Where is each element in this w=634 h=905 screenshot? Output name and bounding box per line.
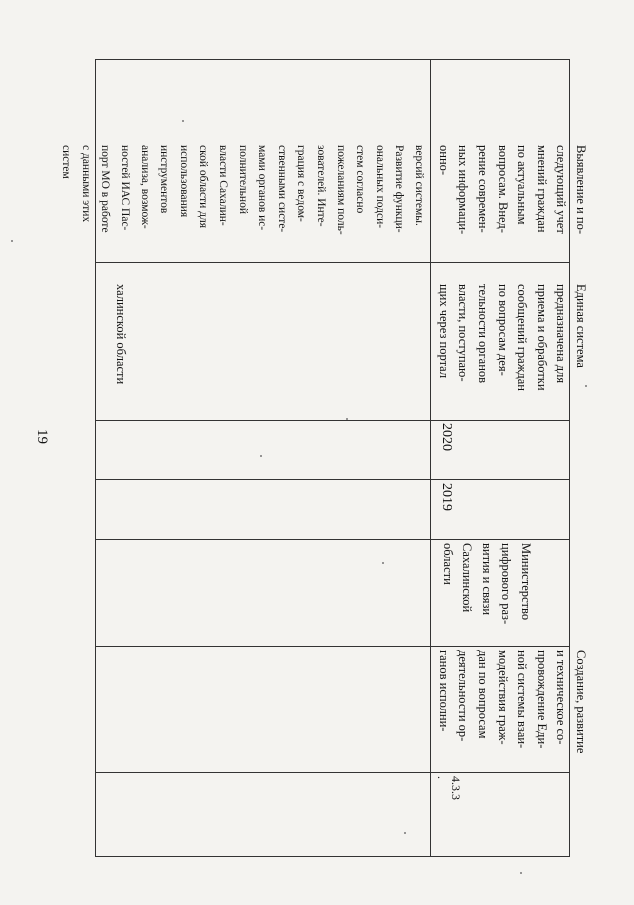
scan-speck xyxy=(346,418,348,420)
bottom-row-executor-line-4: Сахалинской xyxy=(460,543,475,613)
bottom-row-start-cell xyxy=(434,483,456,535)
top-row-notes-line-5: пожеланиям поль- xyxy=(334,145,347,235)
bottom-row-executor-line-3: вития и связи xyxy=(479,543,494,616)
bottom-row-name-line-7: деятельности ор- xyxy=(456,650,471,742)
top-row-notes-line-10: полнительной xyxy=(236,145,249,214)
scan-speck xyxy=(11,240,13,242)
bottom-row-notes-line-4: по актуальным xyxy=(515,145,530,225)
scan-speck xyxy=(182,120,184,122)
top-row-result-cell xyxy=(100,284,130,414)
bottom-row-notes-line-6: рение современ- xyxy=(476,145,491,233)
bottom-row-name-line-8: ганов исполни- xyxy=(436,650,451,732)
bottom-row-name-line-1: Создание, развитие xyxy=(574,650,588,754)
bottom-row-executor-cell xyxy=(435,543,535,647)
column-divider-start xyxy=(95,539,570,540)
bottom-row-result-line-2: предназначена для xyxy=(554,284,569,384)
top-row-notes-line-11: власти Сахалин- xyxy=(217,145,230,226)
top-row-notes-line-7: грация с ведом- xyxy=(295,145,308,222)
table-border-top xyxy=(95,59,570,60)
top-row-notes-line-18: с данными этих xyxy=(79,145,92,223)
top-row-notes-line-15: анализа, возмож- xyxy=(138,145,151,229)
top-row-notes-line-8: ственными систе- xyxy=(275,145,288,233)
top-row-notes-line-13: использования xyxy=(177,145,190,218)
bottom-row-index: 4.3.3 xyxy=(449,776,463,800)
top-row-notes-line-19: систем xyxy=(60,145,73,179)
scan-speck xyxy=(585,385,587,387)
top-row-notes-line-3: ональных подси- xyxy=(373,145,386,229)
bottom-row-name-line-6: дан по вопросам xyxy=(476,650,491,739)
top-row-notes-line-17: порт МО в работе xyxy=(99,145,112,233)
bottom-row-name-cell xyxy=(430,650,590,850)
top-row-notes-line-12: ской области для xyxy=(197,145,210,229)
scan-speck xyxy=(404,832,406,834)
bottom-row-notes-cell xyxy=(430,145,590,259)
scan-speck xyxy=(382,562,384,564)
bottom-row-executor-line-5: области xyxy=(440,543,455,585)
bottom-row-result-line-8: щих через портал xyxy=(436,284,451,379)
bottom-row-end-cell xyxy=(434,423,456,475)
bottom-row-executor-line-1: Министерство xyxy=(519,543,533,621)
scan-speck xyxy=(520,872,522,874)
top-row-notes-line-2: Развитие функци- xyxy=(393,145,406,233)
bottom-row-notes-line-7: ных информаци- xyxy=(456,145,471,235)
bottom-row-name-line-3: провождение Еди- xyxy=(534,650,549,749)
bottom-row-notes-line-2: следующий учет xyxy=(554,145,569,234)
bottom-row-notes-line-3: мнений граждан xyxy=(534,145,549,233)
bottom-row-result-line-4: сообщений граждан xyxy=(515,284,530,391)
scan-speck xyxy=(260,455,262,457)
top-row-notes-line-4: стем согласно xyxy=(354,145,367,214)
top-row-notes-line-16: ностей ИАС Пас- xyxy=(119,145,132,231)
bottom-row-result-line-5: по вопросам дея- xyxy=(495,284,510,376)
top-row-notes-line-14: инструментов xyxy=(158,145,171,214)
top-row-notes-line-1: версий системы. xyxy=(413,145,425,226)
top-row-notes-line-9: мами органов ис- xyxy=(256,145,269,231)
bottom-row-result-line-6: тельности органов xyxy=(476,284,491,384)
top-row-result-line-1: халинской области xyxy=(114,284,128,385)
bottom-row-executor-line-2: цифрового раз- xyxy=(499,543,514,625)
bottom-row-notes-line-1: Выявление и по- xyxy=(574,145,588,234)
column-divider-result xyxy=(95,420,570,421)
bottom-row-notes-line-8: онно- xyxy=(436,145,451,176)
column-divider-notes xyxy=(95,262,570,263)
bottom-row-end: 2020 xyxy=(439,423,454,451)
bottom-row-result-line-1: Единая система xyxy=(574,284,588,368)
table-border-bottom xyxy=(95,856,570,857)
bottom-row-index-dot: . xyxy=(435,776,449,779)
bottom-row-result-line-3: приема и обработки xyxy=(534,284,549,391)
bottom-row-result-cell xyxy=(430,284,590,418)
bottom-row-name-line-5: модействия граж- xyxy=(495,650,510,745)
bottom-row-name-line-4: ной системы взаи- xyxy=(515,650,530,749)
bottom-row-result-line-7: власти, поступаю- xyxy=(456,284,471,382)
page-number: 19 xyxy=(34,429,50,444)
bottom-row-name-line-2: и техническое со- xyxy=(554,650,569,745)
top-row-notes-line-6: зователей. Инте- xyxy=(315,145,328,227)
column-divider-end xyxy=(95,479,570,480)
bottom-row-notes-line-5: вопросам. Внед- xyxy=(495,145,510,233)
top-row-notes-cell xyxy=(60,145,428,261)
bottom-row-start: 2019 xyxy=(439,483,454,511)
